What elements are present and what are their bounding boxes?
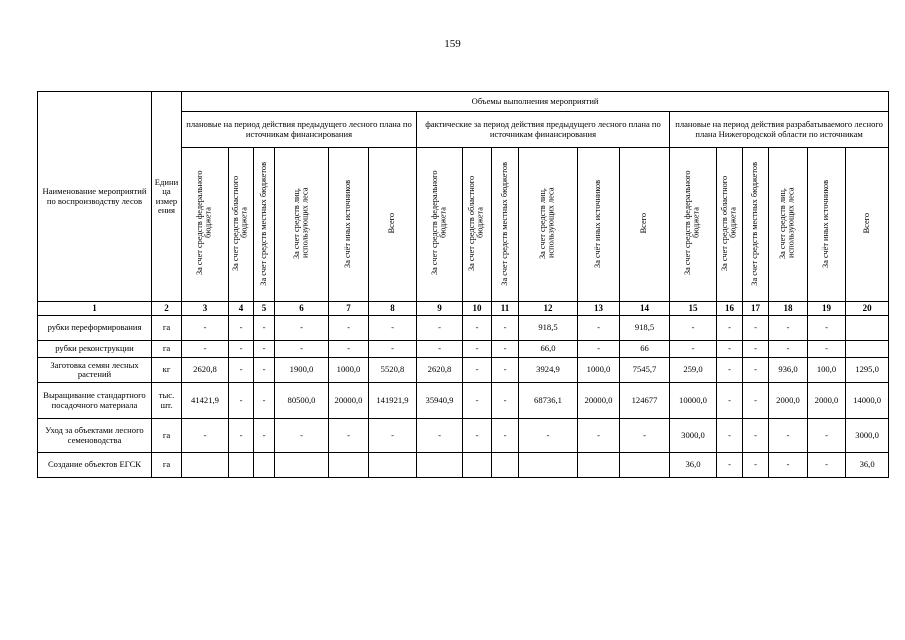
col-number: 1 (38, 302, 152, 316)
table-cell: - (492, 341, 519, 358)
table-cell (620, 453, 670, 478)
sub-header: Всего (387, 213, 397, 234)
table-cell: 100,0 (808, 358, 846, 383)
col-number: 7 (329, 302, 369, 316)
row-unit: кг (152, 358, 182, 383)
row-name: Выращивание стандартного посадочного материала (38, 383, 152, 419)
sub-header: За счет средств местных бюджетов (258, 161, 268, 286)
table-cell: 3924,9 (519, 358, 578, 383)
column-number-row (38, 302, 889, 316)
table-cell: - (463, 383, 492, 419)
table-cell: 124677 (620, 383, 670, 419)
table-row (38, 358, 889, 383)
row-unit: га (152, 316, 182, 341)
table-cell: - (717, 316, 743, 341)
table-row (38, 316, 889, 341)
col-number: 6 (275, 302, 329, 316)
table-cell: 35940,9 (417, 383, 463, 419)
table-cell (846, 341, 889, 358)
sub-header: За счет средств федерального бюджета (195, 171, 213, 276)
table-cell: 41421,9 (182, 383, 229, 419)
table-cell: - (229, 341, 254, 358)
col-number: 20 (846, 302, 889, 316)
table-cell: - (254, 383, 275, 419)
table-cell: 141921,9 (369, 383, 417, 419)
table-cell: - (275, 316, 329, 341)
table-cell: 68736,1 (519, 383, 578, 419)
sub-header: За счёт иных источников (343, 179, 353, 268)
sub-header: За счет средств местных бюджетов (750, 161, 760, 286)
table-cell (578, 453, 620, 478)
table-cell: 2000,0 (769, 383, 808, 419)
table-cell: 2000,0 (808, 383, 846, 419)
table-cell: - (492, 358, 519, 383)
table-cell: - (254, 419, 275, 453)
col-number: 18 (769, 302, 808, 316)
table-cell: - (717, 383, 743, 419)
table-cell: - (254, 341, 275, 358)
table-cell: - (670, 341, 717, 358)
header-volumes: Объемы выполнения мероприятий (182, 92, 889, 112)
table-cell: - (369, 316, 417, 341)
table-cell: - (519, 419, 578, 453)
table-cell (329, 453, 369, 478)
table-cell: - (463, 316, 492, 341)
table-cell: 80500,0 (275, 383, 329, 419)
table-cell: - (769, 341, 808, 358)
sub-header: За счет средств областного бюджета (467, 175, 485, 272)
table-cell: - (229, 358, 254, 383)
table-cell: - (329, 341, 369, 358)
col-number: 8 (369, 302, 417, 316)
table-cell: - (717, 358, 743, 383)
table-cell: - (463, 419, 492, 453)
table-cell: 3000,0 (846, 419, 889, 453)
table-cell: - (492, 383, 519, 419)
table-cell: - (670, 316, 717, 341)
table-cell: - (717, 341, 743, 358)
table-cell: 259,0 (670, 358, 717, 383)
table-cell (229, 453, 254, 478)
table-cell: 5520,8 (369, 358, 417, 383)
table-cell: - (717, 419, 743, 453)
header-group-planned-prev: плановые на период действия предыдущего лесного плана по источникам финансирования (182, 112, 417, 148)
table-cell: 936,0 (769, 358, 808, 383)
table-cell: - (417, 419, 463, 453)
table-cell (254, 453, 275, 478)
table-cell: - (463, 341, 492, 358)
table-cell: - (275, 341, 329, 358)
table-cell: - (743, 419, 769, 453)
row-name: рубки переформирования (38, 316, 152, 341)
sub-header: За счет средств лиц, использующих леса (778, 187, 796, 259)
header-group-planned-new: плановые на период действия разрабатываемого лесного плана Нижегородской области по источникам (670, 112, 889, 148)
row-name: Заготовка семян лесных растений (38, 358, 152, 383)
table-cell: - (182, 341, 229, 358)
sub-header: За счёт иных источников (593, 179, 603, 268)
sub-header: За счет средств федерального бюджета (683, 171, 701, 276)
table-cell: - (229, 383, 254, 419)
table-row (38, 341, 889, 358)
table-cell: - (808, 341, 846, 358)
sub-header: За счет средств областного бюджета (719, 175, 738, 272)
table-row (38, 383, 889, 419)
table-cell (182, 453, 229, 478)
col-number: 17 (743, 302, 769, 316)
table-cell: - (717, 453, 743, 478)
table-cell: 36,0 (846, 453, 889, 478)
table-cell (492, 453, 519, 478)
sub-header: Всего (639, 213, 649, 234)
table-cell: 7545,7 (620, 358, 670, 383)
row-name: Создание объектов ЕГСК (38, 453, 152, 478)
col-number: 10 (463, 302, 492, 316)
row-unit: га (152, 453, 182, 478)
table-cell (463, 453, 492, 478)
sub-header: За счет средств местных бюджетов (499, 161, 509, 286)
table-cell: - (743, 358, 769, 383)
table-cell: - (578, 316, 620, 341)
table-cell: - (275, 419, 329, 453)
table-cell: 2620,8 (182, 358, 229, 383)
table-cell (417, 453, 463, 478)
row-unit: га (152, 341, 182, 358)
table-row (38, 419, 889, 453)
table-cell: 66,0 (519, 341, 578, 358)
table-cell: - (254, 316, 275, 341)
table-cell: - (743, 341, 769, 358)
table-cell: - (463, 358, 492, 383)
table-cell: 3000,0 (670, 419, 717, 453)
table-cell: - (743, 316, 769, 341)
table-cell: 36,0 (670, 453, 717, 478)
table-cell: - (769, 419, 808, 453)
col-number: 16 (717, 302, 743, 316)
sub-header: За счёт иных источников (821, 179, 831, 268)
col-number: 2 (152, 302, 182, 316)
table-cell: - (417, 341, 463, 358)
table-cell: 1000,0 (329, 358, 369, 383)
table-cell: - (369, 419, 417, 453)
sub-header: За счет средств лиц, использующих леса (291, 187, 310, 259)
table-cell: - (808, 453, 846, 478)
table-cell: - (743, 383, 769, 419)
col-number: 3 (182, 302, 229, 316)
reforestation-table (37, 91, 889, 478)
table-cell: - (492, 419, 519, 453)
col-number: 19 (808, 302, 846, 316)
table-cell: 918,5 (620, 316, 670, 341)
table-cell: - (808, 419, 846, 453)
table-cell: - (769, 453, 808, 478)
sub-header: За счет средств областного бюджета (231, 175, 249, 272)
table-cell: 10000,0 (670, 383, 717, 419)
table-cell: 1295,0 (846, 358, 889, 383)
table-cell (519, 453, 578, 478)
table-cell: - (417, 316, 463, 341)
col-number: 15 (670, 302, 717, 316)
row-unit: га (152, 419, 182, 453)
header-group-actual-prev: фактические за период действия предыдущего лесного плана по источникам финансирования (417, 112, 670, 148)
col-number: 9 (417, 302, 463, 316)
sub-header: Всего (861, 213, 871, 234)
table-cell: - (578, 341, 620, 358)
table-cell (369, 453, 417, 478)
table-cell: - (329, 419, 369, 453)
table-cell: 20000,0 (578, 383, 620, 419)
row-name: Уход за объектами лесного семеноводства (38, 419, 152, 453)
table-cell: - (229, 419, 254, 453)
table-cell (275, 453, 329, 478)
header-unit-col: Едини ца измер ения (152, 92, 182, 302)
table-cell: - (182, 316, 229, 341)
table-cell: - (254, 358, 275, 383)
header-name-col: Наименование мероприятий по воспроизводству лесов (38, 92, 152, 302)
table-cell: 1900,0 (275, 358, 329, 383)
table-cell: - (620, 419, 670, 453)
table-cell: - (329, 316, 369, 341)
table-cell: 2620,8 (417, 358, 463, 383)
table-cell: - (369, 341, 417, 358)
table-row (38, 453, 889, 478)
table-cell: - (182, 419, 229, 453)
table-cell: 66 (620, 341, 670, 358)
page-number: 159 (444, 38, 461, 50)
table-cell (846, 316, 889, 341)
sub-header: За счет средств федерального бюджета (429, 171, 448, 276)
col-number: 12 (519, 302, 578, 316)
table-cell: - (229, 316, 254, 341)
table-cell: 918,5 (519, 316, 578, 341)
table-cell: 14000,0 (846, 383, 889, 419)
table-cell: 1000,0 (578, 358, 620, 383)
col-number: 4 (229, 302, 254, 316)
sub-header: За счет средств лиц, использующих леса (538, 187, 556, 259)
table-cell: - (492, 316, 519, 341)
col-number: 5 (254, 302, 275, 316)
col-number: 14 (620, 302, 670, 316)
col-number: 11 (492, 302, 519, 316)
table-cell: - (578, 419, 620, 453)
table-cell: - (808, 316, 846, 341)
row-name: рубки реконструкции (38, 341, 152, 358)
table-cell: 20000,0 (329, 383, 369, 419)
col-number: 13 (578, 302, 620, 316)
table-cell: - (743, 453, 769, 478)
table-cell: - (769, 316, 808, 341)
row-unit: тыс. шт. (152, 383, 182, 419)
